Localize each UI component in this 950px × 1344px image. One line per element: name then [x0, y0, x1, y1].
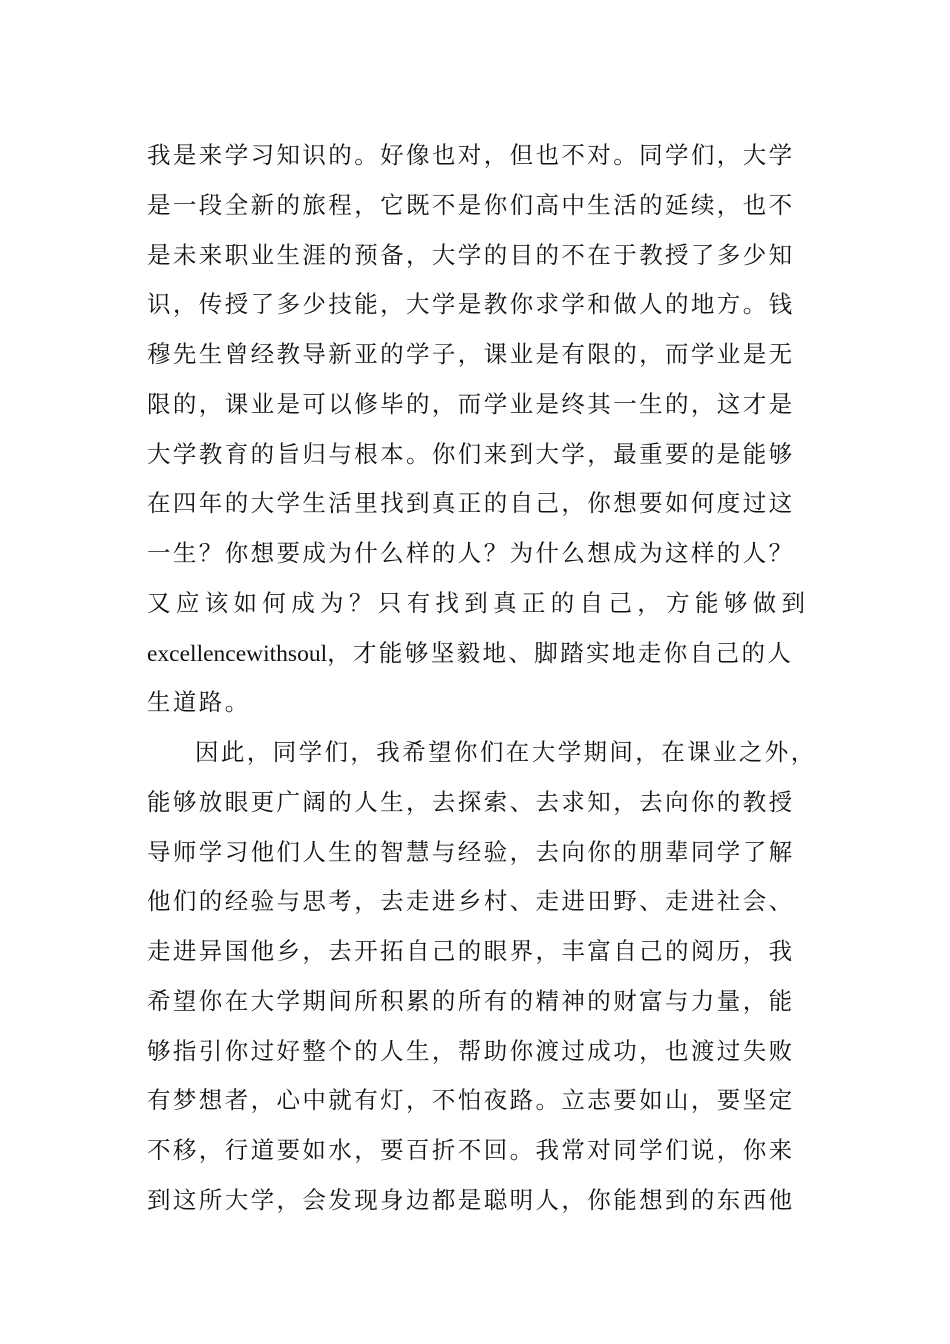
text-line: 是未来职业生涯的预备，大学的目的不在于教授了多少知 [147, 240, 795, 269]
text-line: 能够放眼更广阔的人生，去探索、去求知，去向你的教授 [147, 787, 795, 816]
text-line: 在四年的大学生活里找到真正的自己，你想要如何度过这 [147, 489, 795, 518]
text-line: 限的，课业是可以修毕的，而学业是终其一生的，这才是 [147, 389, 795, 418]
text-line-last: 生道路。 [147, 688, 251, 717]
text-line-justified: 又应该如何成为？只有找到真正的自己，方能够做到 [147, 588, 805, 617]
text-line: 够指引你过好整个的人生，帮助你渡过成功，也渡过失败 [147, 1036, 795, 1065]
text-line: 穆先生曾经教导新亚的学子，课业是有限的，而学业是无 [147, 340, 795, 368]
text-line: 到这所大学，会发现身边都是聪明人，你能想到的东西他 [147, 1185, 795, 1214]
text-line: 导师学习他们人生的智慧与经验，去向你的朋辈同学了解 [147, 837, 795, 866]
text-line: 不移，行道要如水，要百折不回。我常对同学们说，你来 [147, 1136, 795, 1164]
text-line: 希望你在大学期间所积累的所有的精神的财富与力量，能 [147, 986, 795, 1015]
text-line-mixed [147, 629, 827, 679]
text-line: 走进异国他乡，去开拓自己的眼界，丰富自己的阅历，我 [147, 937, 795, 965]
text-line: 是一段全新的旅程，它既不是你们高中生活的延续，也不 [147, 190, 795, 219]
body-text [147, 131, 827, 1226]
paragraph-1 [147, 131, 827, 728]
paragraph-2 [147, 728, 827, 1226]
text-line: 识，传授了多少技能，大学是教你求学和做人的地方。钱 [147, 290, 795, 319]
text-line: 我是来学习知识的。好像也对，但也不对。同学们，大学 [147, 141, 795, 169]
text-line: 他们的经验与思考，去走进乡村、走进田野、走进社会、 [147, 887, 795, 916]
latin-phrase: excellencewithsoul [147, 640, 328, 667]
text-line: 大学教育的旨归与根本。你们来到大学，最重要的是能够 [147, 439, 795, 468]
text-line: 一生？你想要成为什么样的人？为什么想成为这样的人？ [147, 539, 795, 567]
text-line: 有梦想者，心中就有灯，不怕夜路。立志要如山，要坚定 [147, 1086, 795, 1115]
text-line-indented: 因此，同学们，我希望你们在大学期间，在课业之外， [195, 738, 817, 766]
text-line-rest: ，才能够坚毅地、脚踏实地走你自己的人 [327, 638, 794, 667]
